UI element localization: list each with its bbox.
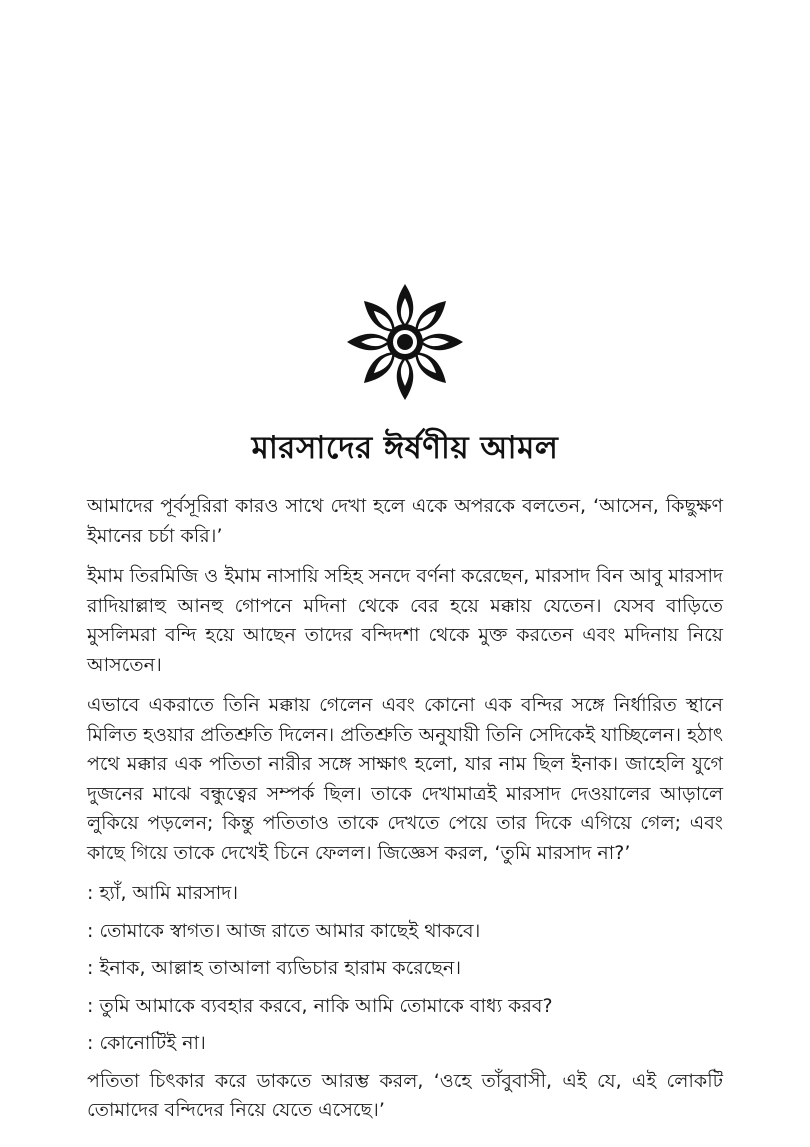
paragraph: ইমাম তিরমিজি ও ইমাম নাসায়ি সহিহ সনদে বর্ণনা করেছেন, মারসাদ বিন আবু মারসাদ রাদিয়াল্লাহু আনহু গোপনে মদিনা থেকে বের হয়ে মক্কায় যেতেন। যেসব বাড়িতে মুসলিমরা বন্দি হয়ে আছেন তাদের বন্দিদশা থেকে মুক্ত করতেন এবং মদিনায় নিয়ে আসতেন। xyxy=(87,565,723,676)
chapter-body xyxy=(87,492,723,1137)
dialogue-line: : ইনাক, আল্লাহ তাআলা ব্যভিচার হারাম করেছেন। xyxy=(87,957,462,979)
dialogue-line: : তুমি আমাকে ব্যবহার করবে, নাকি আমি তোমাকে বাধ্য করব? xyxy=(87,994,553,1017)
dialogue-block xyxy=(87,879,723,1059)
paragraph: এভাবে একরাতে তিনি মক্কায় গেলেন এবং কোনো এক বন্দির সঙ্গে নির্ধারিত স্থানে মিলিত হওয়ার প্রতিশ্রুতি দিলেন। প্রতিশ্রুতি অনুযায়ী তিনি সেদিকেই যাচ্ছিলেন। হঠাৎ পথে মক্কার এক পতিতা নারীর সঙ্গে সাক্ষাৎ হলো, যার নাম ছিল ইনাক। জাহেলি যুগে দুজনের মাঝে বন্ধুত্বের সম্পর্ক ছিল। তাকে দেখামাত্রই মারসাদ দেওয়ালের আড়ালে লুকিয়ে পড়লেন; কিন্তু পতিতাও তাকে দেখতে পেয়ে তার দিকে এগিয়ে গেল; এবং কাছে গিয়ে তাকে দেখেই চিনে ফেলল। জিজ্ঞেস করল, ‘তুমি মারসাদ না?’ xyxy=(87,694,723,864)
chapter-title: মারসাদের ঈর্ষণীয় আমল xyxy=(251,430,559,466)
dialogue-line: : তোমাকে স্বাগত। আজ রাতে আমার কাছেই থাকবে। xyxy=(87,919,481,942)
lotus-flower-icon xyxy=(345,282,465,402)
dialogue-line: : কোনোটিই না। xyxy=(87,1032,206,1054)
dialogue-line: : হ্যাঁ, আমি মারসাদ। xyxy=(87,882,239,904)
paragraph: পতিতা চিৎকার করে ডাকতে আরম্ভ করল, ‘ওহে তাঁবুবাসী, এই যে, এই লোকটি তোমাদের বন্দিদের নিয়ে যেতে এসেছে।’ xyxy=(87,1069,723,1121)
paragraph: আমাদের পূর্বসূরিরা কারও সাথে দেখা হলে একে অপরকে বলতেন, ‘আসেন, কিছুক্ষণ ইমানের চর্চা করি।’ xyxy=(87,495,723,547)
